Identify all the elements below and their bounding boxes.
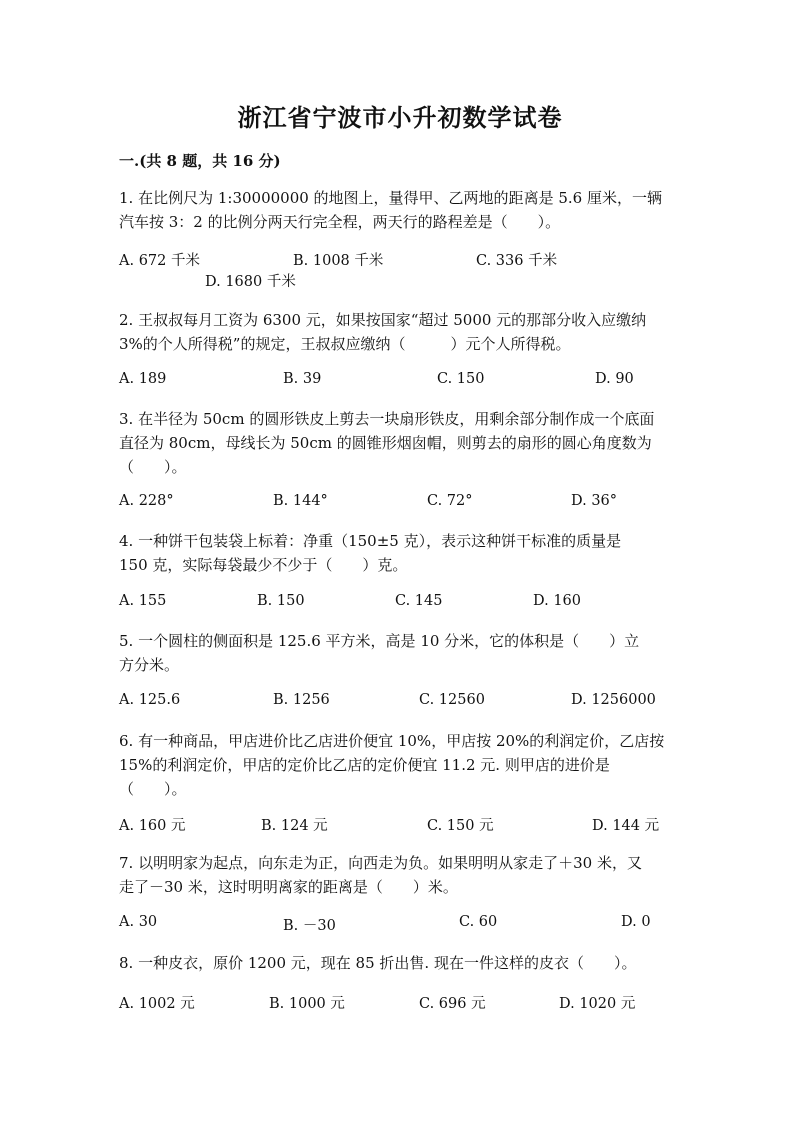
option-a: A. 1002 元 xyxy=(119,996,195,1012)
option-a: A. 672 千米 xyxy=(119,253,200,269)
question-line: 方分米。 xyxy=(119,656,180,674)
question-line: 2. 王叔叔每月工资为 6300 元，如果按国家“超过 5000 元的那部分收入应缴纳 xyxy=(119,311,647,329)
option-b: B. 150 xyxy=(257,593,305,609)
option-c: C. 145 xyxy=(395,593,443,609)
option-d: D. 90 xyxy=(595,371,634,387)
question-6 xyxy=(119,729,689,801)
question-1 xyxy=(119,186,689,234)
option-b: B. 1256 xyxy=(273,692,330,708)
option-b: B. 1000 元 xyxy=(269,996,345,1012)
option-a: A. 160 元 xyxy=(119,818,186,834)
question-line: 7. 以明明家为起点，向东走为正，向西走为负。如果明明从家走了＋30 米，又 xyxy=(119,854,642,872)
option-d: D. 160 xyxy=(533,593,582,609)
option-b: B. －30 xyxy=(283,918,336,934)
option-c: C. 150 xyxy=(437,371,485,387)
option-d: D. 36° xyxy=(571,493,618,509)
option-d: D. 1680 千米 xyxy=(205,274,296,290)
question-line: 150 克，实际每袋最少不少于（ ）克。 xyxy=(119,556,408,574)
question-line: 走了－30 米，这时明明离家的距离是（ ）米。 xyxy=(119,878,458,896)
question-line: 直径为 80cm，母线长为 50cm 的圆锥形烟囱帽，则剪去的扇形的圆心角度数为 xyxy=(119,434,652,452)
option-c: C. 72° xyxy=(427,493,473,509)
question-8 xyxy=(119,951,689,975)
question-line: 5. 一个圆柱的侧面积是 125.6 平方米，高是 10 分米，它的体积是（ ）立 xyxy=(119,632,640,650)
question-4 xyxy=(119,529,689,577)
option-b: B. 39 xyxy=(283,371,322,387)
option-d: D. 0 xyxy=(621,914,651,930)
question-2 xyxy=(119,308,689,356)
option-a: A. 30 xyxy=(119,914,158,930)
question-line: 3. 在半径为 50cm 的圆形铁皮上剪去一块扇形铁皮，用剩余部分制作成一个底面 xyxy=(119,410,655,428)
option-c: C. 60 xyxy=(459,914,498,930)
question-7 xyxy=(119,851,689,899)
question-line: 15%的利润定价，甲店的定价比乙店的定价便宜 11.2 元. 则甲店的进价是 xyxy=(119,756,610,774)
option-a: A. 125.6 xyxy=(119,692,181,708)
question-line: 3%的个人所得税”的规定，王叔叔应缴纳（ ）元个人所得税。 xyxy=(119,335,571,353)
question-line: 6. 有一种商品，甲店进价比乙店进价便宜 10%，甲店按 20%的利润定价，乙店按 xyxy=(119,732,665,750)
exam-title: 浙江省宁波市小升初数学试卷 xyxy=(237,103,563,132)
option-b: B. 124 元 xyxy=(261,818,328,834)
question-line: 1. 在比例尺为 1:30000000 的地图上，量得甲、乙两地的距离是 5.6 厘米，一辆 xyxy=(119,189,662,207)
option-d: D. 1020 元 xyxy=(559,996,636,1012)
question-line: 4. 一种饼干包装袋上标着：净重（150±5 克），表示这种饼干标准的质量是 xyxy=(119,532,622,550)
option-a: A. 228° xyxy=(119,493,174,509)
option-c: C. 150 元 xyxy=(427,818,494,834)
question-line: （ ）。 xyxy=(119,458,187,476)
option-a: A. 189 xyxy=(119,371,167,387)
option-a: A. 155 xyxy=(119,593,167,609)
question-line: 汽车按 3：2 的比例分两天行完全程，两天行的路程差是（ ）。 xyxy=(119,213,561,231)
option-c: C. 336 千米 xyxy=(476,253,558,269)
section-header: 一.(共 8 题，共 16 分) xyxy=(119,152,281,170)
question-line: 8. 一种皮衣，原价 1200 元，现在 85 折出售. 现在一件这样的皮衣（ ）。 xyxy=(119,954,637,972)
question-5 xyxy=(119,629,689,677)
option-b: B. 1008 千米 xyxy=(293,253,384,269)
option-c: C. 696 元 xyxy=(419,996,486,1012)
option-c: C. 12560 xyxy=(419,692,485,708)
option-d: D. 1256000 xyxy=(571,692,656,708)
option-b: B. 144° xyxy=(273,493,328,509)
question-3 xyxy=(119,407,689,479)
option-d: D. 144 元 xyxy=(592,818,660,834)
question-line: （ ）。 xyxy=(119,780,187,798)
